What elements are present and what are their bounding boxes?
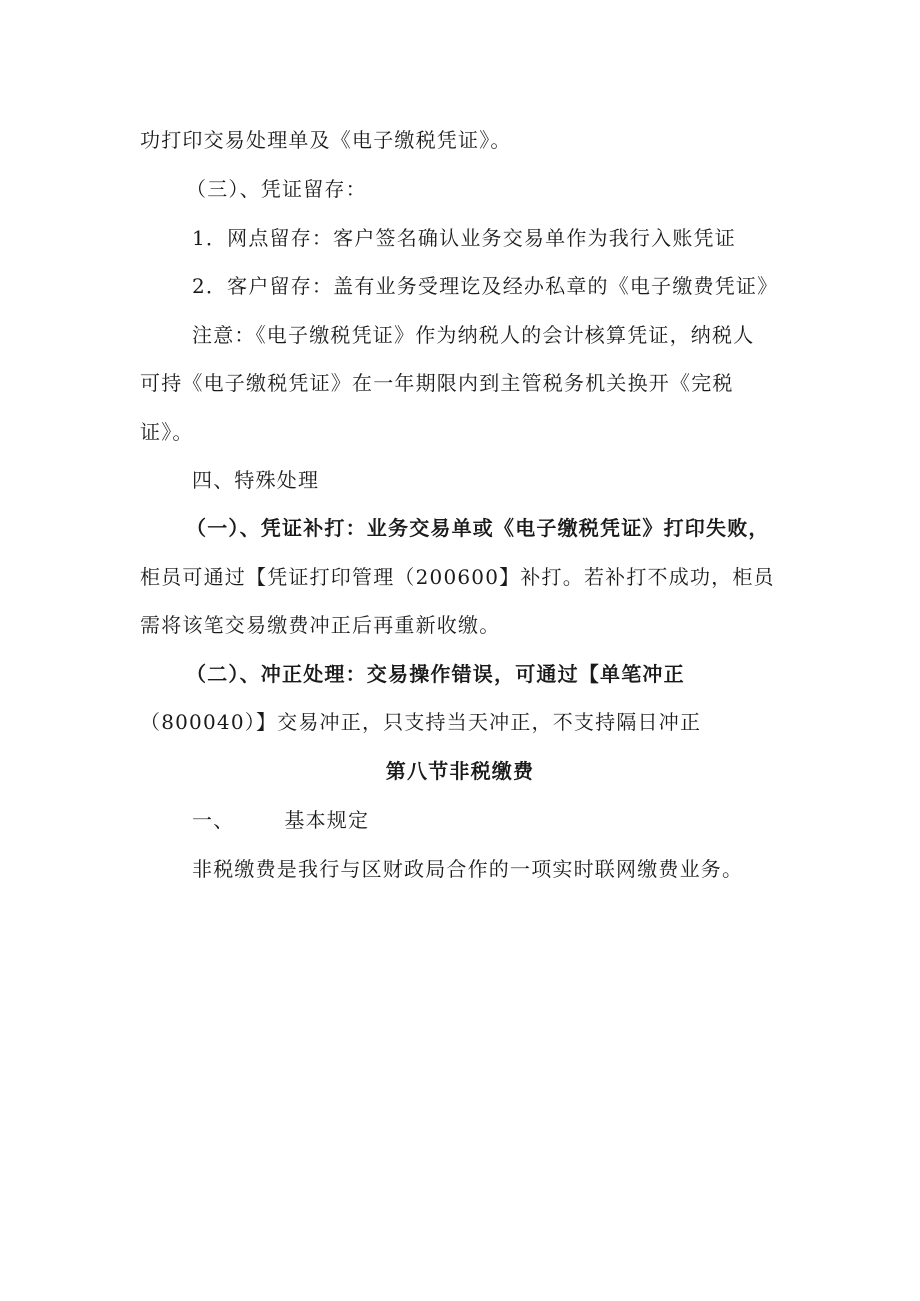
paragraph-reprint-continued: 柜员可通过【凭证打印管理（200600】补打。若补打不成功，柜员 (140, 565, 775, 589)
paragraph-line: 功打印交易处理单及《电子缴税凭证》。 (140, 128, 512, 152)
list-item-branch-retention: 1．网点留存：客户签名确认业务交易单作为我行入账凭证 (192, 226, 736, 250)
note-line-continued: 可持《电子缴税凭证》在一年期限内到主管税务机关换开《完税 (140, 371, 734, 395)
heading-special-handling: 四、特殊处理 (192, 468, 320, 492)
heading-text: 基本规定 (284, 808, 370, 832)
heading-number: 一、 (192, 808, 235, 832)
note-line-end: 证》。 (140, 420, 194, 444)
paragraph-correction: （二）、冲正处理：交易操作错误，可通过【单笔冲正 (186, 662, 685, 686)
note-line: 注意：《电子缴税凭证》作为纳税人的会计核算凭证，纳税人 (192, 323, 755, 347)
list-item-customer-retention: 2．客户留存：盖有业务受理讫及经办私章的《电子缴费凭证》 (192, 274, 779, 298)
paragraph-reprint: （一）、凭证补打：业务交易单或《电子缴税凭证》打印失败， (186, 516, 770, 540)
paragraph-correction-continued: （800040）】交易冲正，只支持当天冲正，不支持隔日冲正 (140, 710, 702, 734)
section-title: 第八节非税缴费 (385, 759, 535, 783)
heading-basic-rules (192, 806, 369, 834)
subheading-voucher-retention: （三）、凭证留存： (186, 177, 367, 201)
paragraph-non-tax-description: 非税缴费是我行与区财政局合作的一项实时联网缴费业务。 (192, 857, 744, 881)
paragraph-reprint-end: 需将该笔交易缴费冲正后再重新收缴。 (140, 613, 501, 637)
